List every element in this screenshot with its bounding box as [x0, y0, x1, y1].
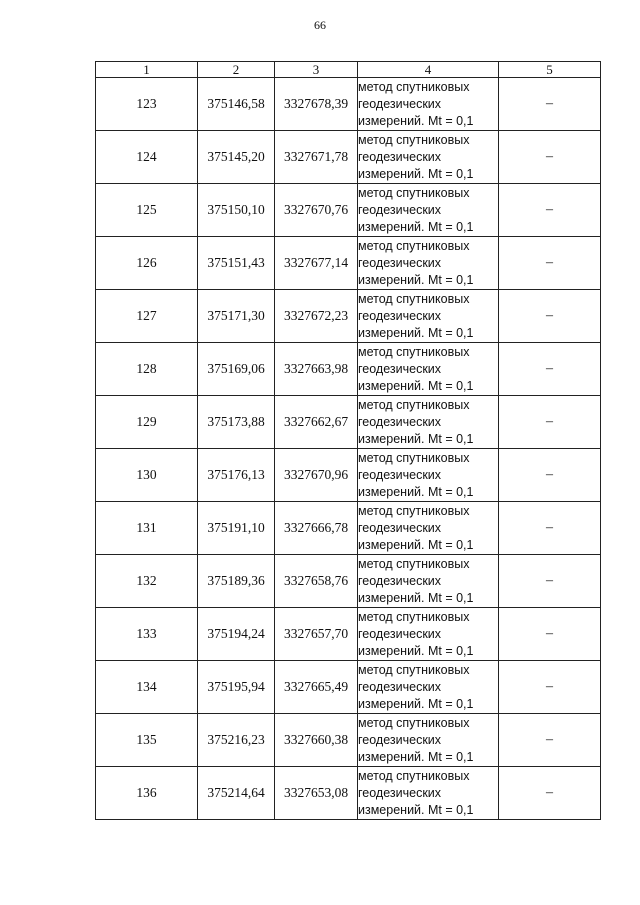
table-row [96, 714, 601, 767]
table-row [96, 78, 601, 131]
method-line: измерений. Mt = 0,1 [358, 166, 474, 181]
method-line: измерений. Mt = 0,1 [358, 378, 474, 393]
table-row [96, 237, 601, 290]
method-line: геодезических [358, 626, 442, 641]
method-line: метод спутниковых [358, 503, 470, 518]
method-line: измерений. Mt = 0,1 [358, 749, 474, 764]
method-line: измерений. Mt = 0,1 [358, 802, 474, 817]
x-coordinate-cell: 375176,13 [198, 449, 275, 502]
method-line: геодезических [358, 414, 442, 429]
method-line: метод спутниковых [358, 344, 470, 359]
method-cell [358, 290, 499, 343]
method-line: геодезических [358, 679, 442, 694]
x-coordinate-cell: 375189,36 [198, 555, 275, 608]
point-number-cell: 136 [96, 767, 198, 820]
method-line: измерений. Mt = 0,1 [358, 696, 474, 711]
table-row [96, 608, 601, 661]
method-line: геодезических [358, 149, 442, 164]
table-row [96, 396, 601, 449]
x-coordinate-cell: 375146,58 [198, 78, 275, 131]
y-coordinate-cell: 3327670,96 [275, 449, 358, 502]
method-line: измерений. Mt = 0,1 [358, 325, 474, 340]
method-line: геодезических [358, 255, 442, 270]
method-line: метод спутниковых [358, 715, 470, 730]
x-coordinate-cell: 375150,10 [198, 184, 275, 237]
x-coordinate-cell: 375151,43 [198, 237, 275, 290]
x-coordinate-cell: 375216,23 [198, 714, 275, 767]
method-cell [358, 343, 499, 396]
method-line: геодезических [358, 785, 442, 800]
method-line: геодезических [358, 202, 442, 217]
table-row [96, 555, 601, 608]
x-coordinate-cell: 375214,64 [198, 767, 275, 820]
point-number-cell: 133 [96, 608, 198, 661]
x-coordinate-cell: 375195,94 [198, 661, 275, 714]
table-row [96, 502, 601, 555]
method-cell [358, 78, 499, 131]
method-cell [358, 184, 499, 237]
method-line: метод спутниковых [358, 397, 470, 412]
note-cell: – [499, 449, 601, 502]
table-row [96, 343, 601, 396]
note-cell: – [499, 608, 601, 661]
y-coordinate-cell: 3327653,08 [275, 767, 358, 820]
y-coordinate-cell: 3327672,23 [275, 290, 358, 343]
header-col-1: 1 [96, 62, 198, 78]
y-coordinate-cell: 3327670,76 [275, 184, 358, 237]
header-col-3: 3 [275, 62, 358, 78]
header-col-4: 4 [358, 62, 499, 78]
y-coordinate-cell: 3327662,67 [275, 396, 358, 449]
note-cell: – [499, 184, 601, 237]
method-line: геодезических [358, 361, 442, 376]
method-cell [358, 608, 499, 661]
note-cell: – [499, 714, 601, 767]
table-header-row [96, 62, 601, 78]
x-coordinate-cell: 375173,88 [198, 396, 275, 449]
method-cell [358, 502, 499, 555]
method-cell [358, 449, 499, 502]
table-row [96, 184, 601, 237]
method-line: измерений. Mt = 0,1 [358, 219, 474, 234]
x-coordinate-cell: 375171,30 [198, 290, 275, 343]
y-coordinate-cell: 3327658,76 [275, 555, 358, 608]
note-cell: – [499, 767, 601, 820]
method-line: геодезических [358, 732, 442, 747]
method-line: метод спутниковых [358, 79, 470, 94]
table-row [96, 449, 601, 502]
method-line: измерений. Mt = 0,1 [358, 431, 474, 446]
method-line: измерений. Mt = 0,1 [358, 113, 474, 128]
method-line: геодезических [358, 573, 442, 588]
point-number-cell: 135 [96, 714, 198, 767]
method-line: измерений. Mt = 0,1 [358, 272, 474, 287]
method-line: метод спутниковых [358, 450, 470, 465]
method-line: метод спутниковых [358, 768, 470, 783]
method-line: измерений. Mt = 0,1 [358, 537, 474, 552]
y-coordinate-cell: 3327677,14 [275, 237, 358, 290]
method-line: геодезических [358, 308, 442, 323]
note-cell: – [499, 555, 601, 608]
note-cell: – [499, 237, 601, 290]
x-coordinate-cell: 375191,10 [198, 502, 275, 555]
method-line: метод спутниковых [358, 609, 470, 624]
y-coordinate-cell: 3327671,78 [275, 131, 358, 184]
point-number-cell: 130 [96, 449, 198, 502]
method-line: геодезических [358, 467, 442, 482]
method-cell [358, 555, 499, 608]
header-col-2: 2 [198, 62, 275, 78]
point-number-cell: 126 [96, 237, 198, 290]
note-cell: – [499, 396, 601, 449]
note-cell: – [499, 343, 601, 396]
page-number: 66 [314, 18, 326, 32]
table-row [96, 661, 601, 714]
point-number-cell: 125 [96, 184, 198, 237]
method-line: метод спутниковых [358, 185, 470, 200]
point-number-cell: 134 [96, 661, 198, 714]
note-cell: – [499, 78, 601, 131]
table-row [96, 290, 601, 343]
method-line: измерений. Mt = 0,1 [358, 590, 474, 605]
note-cell: – [499, 502, 601, 555]
y-coordinate-cell: 3327660,38 [275, 714, 358, 767]
point-number-cell: 132 [96, 555, 198, 608]
method-line: метод спутниковых [358, 238, 470, 253]
y-coordinate-cell: 3327657,70 [275, 608, 358, 661]
table-row [96, 767, 601, 820]
point-number-cell: 129 [96, 396, 198, 449]
y-coordinate-cell: 3327678,39 [275, 78, 358, 131]
method-line: геодезических [358, 520, 442, 535]
method-cell [358, 714, 499, 767]
note-cell: – [499, 131, 601, 184]
method-line: геодезических [358, 96, 442, 111]
note-cell: – [499, 661, 601, 714]
point-number-cell: 131 [96, 502, 198, 555]
x-coordinate-cell: 375194,24 [198, 608, 275, 661]
point-number-cell: 123 [96, 78, 198, 131]
point-number-cell: 127 [96, 290, 198, 343]
note-cell: – [499, 290, 601, 343]
method-cell [358, 396, 499, 449]
x-coordinate-cell: 375169,06 [198, 343, 275, 396]
point-number-cell: 128 [96, 343, 198, 396]
method-line: метод спутниковых [358, 132, 470, 147]
method-cell [358, 767, 499, 820]
method-cell [358, 237, 499, 290]
method-cell [358, 131, 499, 184]
y-coordinate-cell: 3327663,98 [275, 343, 358, 396]
y-coordinate-cell: 3327666,78 [275, 502, 358, 555]
method-line: метод спутниковых [358, 291, 470, 306]
header-col-5: 5 [499, 62, 601, 78]
point-number-cell: 124 [96, 131, 198, 184]
coordinates-table [95, 61, 601, 820]
x-coordinate-cell: 375145,20 [198, 131, 275, 184]
y-coordinate-cell: 3327665,49 [275, 661, 358, 714]
method-line: метод спутниковых [358, 556, 470, 571]
table-row [96, 131, 601, 184]
method-line: метод спутниковых [358, 662, 470, 677]
method-line: измерений. Mt = 0,1 [358, 643, 474, 658]
method-line: измерений. Mt = 0,1 [358, 484, 474, 499]
method-cell [358, 661, 499, 714]
